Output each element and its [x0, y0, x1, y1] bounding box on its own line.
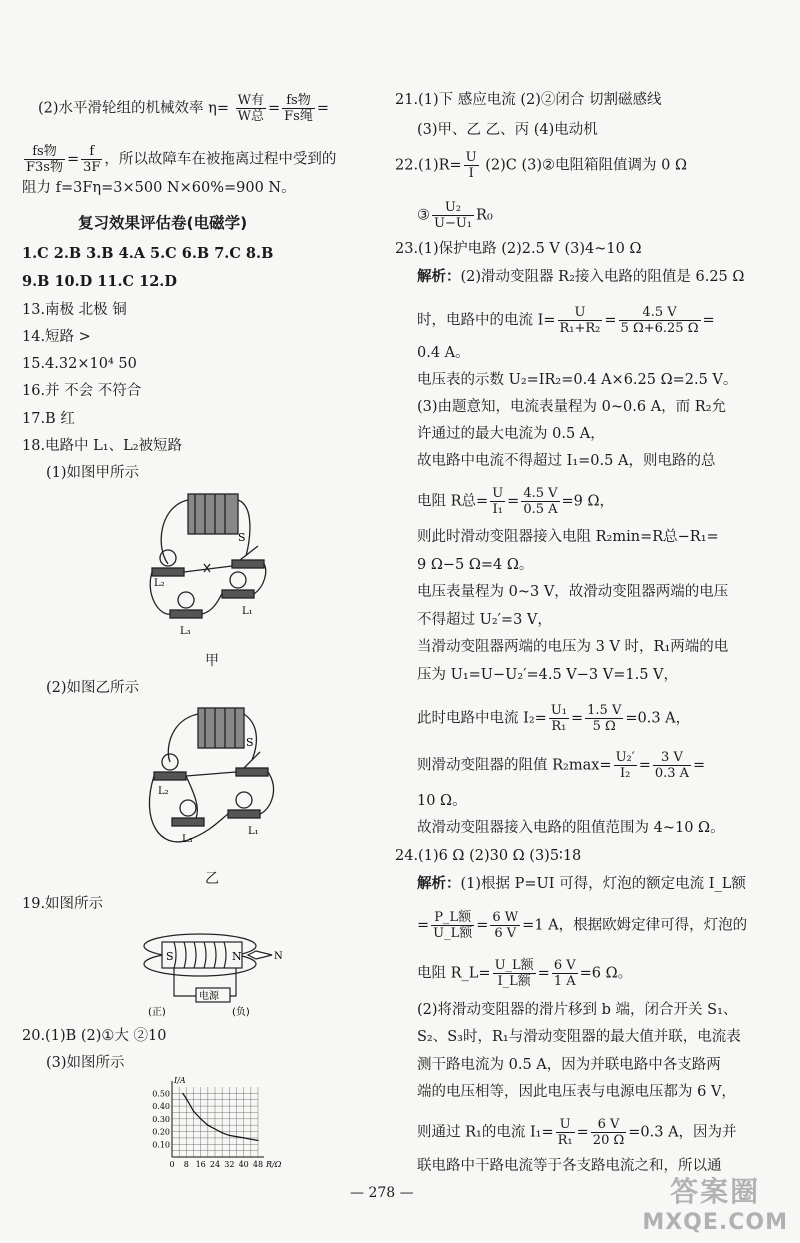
figure-caption: 甲: [205, 653, 219, 669]
svg-text:L₂: L₂: [158, 786, 169, 797]
answer-line: 解析：(2)滑动变阻器 R₂接入电路的阻值是 6.25 Ω: [417, 268, 745, 285]
data-point: [229, 1135, 230, 1136]
answer-line: 10 Ω。: [417, 793, 467, 809]
answer-line: 不得超过 U₂′=3 V，: [417, 612, 552, 628]
fraction: $\frac{4.5 V}{5 \Omega+6.25 \Omega}$: [620, 305, 699, 336]
answer-line: (2)将滑动变阻器的滑片移到 b 端，闭合开关 S₁、: [417, 1002, 738, 1018]
section-title: 复习效果评估卷(电磁学): [78, 214, 248, 232]
answer-line: 联电路中干路电流等于各支路电流之和，所以通: [417, 1158, 722, 1174]
watermark: [642, 1170, 788, 1235]
answer-line: 许通过的最大电流为 0.5 A，: [417, 426, 605, 442]
answer-line: 23.(1)保护电路 (2)2.5 V (3)4~10 Ω: [395, 241, 642, 257]
svg-text:L₁: L₁: [242, 606, 253, 617]
answer-line: 22.(1)R= $\frac{U}{I}$ (2)C (3)②电阻箱阻值调为 0 Ω: [395, 150, 687, 181]
answer-line: 解析：(1)根据 P=UI 可得，灯泡的额定电流 I_L额: [417, 875, 746, 892]
fraction: $\frac{6 W}{6 V}$: [492, 910, 519, 941]
data-point: [214, 1128, 215, 1129]
svg-text:L₃: L₃: [182, 834, 193, 845]
answer-line: 测干路电流为 0.5 A，因为并联电路中各支路两: [417, 1057, 721, 1073]
answer-line: 此时电路中电流 I₂= $\frac{\text{U₁}}{\text{R₁}}$ = $\frac{1.5 V}{5 \Omega}$ =0.3 A，: [417, 703, 691, 734]
y-tick-label: 0.40: [152, 1102, 170, 1112]
answer-line: 9.B 10.D 11.C 12.D: [22, 273, 177, 290]
fraction: $\frac{\text{W有}}{\text{W总}}$: [237, 93, 264, 124]
x-tick-label: 48: [252, 1160, 264, 1169]
lamp-base: [152, 568, 184, 576]
x-tick-label: 8: [183, 1160, 189, 1169]
answer-line: $\frac{\text{fs物}}{\text{F3s物}}$ = $\frac{f}{3F}$ ，所以故障车在被拖离过程中受到的: [26, 144, 337, 175]
data-point: [236, 1136, 237, 1137]
svg-text:L₂: L₂: [154, 578, 165, 589]
page-number: — 278 —: [350, 1185, 414, 1201]
y-tick-label: 0.50: [152, 1089, 170, 1099]
fraction: $\frac{6 V}{1 A}$: [553, 958, 576, 989]
fraction: $\frac{1.5 V}{5 \Omega}$: [587, 703, 622, 734]
answer-line: 压为 U₁=U−U₂′=4.5 V−3 V=1.5 V，: [417, 667, 679, 683]
fraction: $\frac{\text{U₁}}{\text{R₁}}$: [550, 703, 567, 734]
svg-text:N: N: [232, 950, 242, 963]
fraction: $\frac{\text{fs物}}{\text{F3s物}}$: [26, 144, 63, 175]
answer-line: 故电路中电流不得超过 I₁=0.5 A，则电路的总: [417, 453, 716, 469]
fraction: $\frac{U}{I}$: [465, 150, 477, 181]
fraction: $\frac{6 V}{20 \Omega}$: [592, 1117, 625, 1148]
y-tick-label: 0.20: [152, 1127, 170, 1137]
fraction: $\frac{\text{P\_L额}}{\text{U\_L额}}$: [433, 910, 473, 941]
svg-text:L₁: L₁: [248, 826, 259, 837]
answer-line: 时，电路中的电流 I= $\frac{U}{\text{R₁+R₂}}$ = $\frac{4.5 V}{5 \Omega+6.25 \Omega}$ =: [417, 305, 715, 336]
fraction: $\frac{U}{\text{R₁}}$: [557, 1117, 573, 1148]
svg-text:N: N: [274, 951, 283, 962]
answer-line: (3)甲、乙 乙、丙 (4)电动机: [417, 122, 598, 138]
answer-line: (3)如图所示: [46, 1055, 125, 1071]
electromagnet-figure: [140, 918, 290, 1018]
answer-line: 电阻 R_L= $\frac{\text{U\_L额}}{\text{I\_L额}}$ = $\frac{6 V}{1 A}$ =6 Ω。: [417, 958, 633, 989]
answer-line: 端的电压相等，因此电压表与电源电压都为 6 V，: [417, 1084, 736, 1100]
svg-text:(负): (负): [232, 1007, 250, 1018]
fraction: $\frac{\text{fs物}}{\text{Fs绳}}$: [284, 93, 313, 124]
svg-text:S: S: [166, 950, 174, 963]
answer-line: 20.(1)B (2)①大 ②10: [22, 1028, 167, 1044]
data-curve: [183, 1093, 258, 1140]
switch-icon: [240, 546, 258, 560]
answer-line: 阻力 f=3Fη=3×500 N×60%=900 N。: [22, 180, 296, 196]
answer-line: 13.南极 北极 铜: [22, 302, 127, 318]
lamp-l3-icon: [180, 800, 196, 816]
data-point: [243, 1137, 244, 1138]
compass-needle-icon: [248, 951, 272, 959]
switch-icon: [244, 752, 260, 768]
data-point: [222, 1132, 223, 1133]
answer-line: 则此时滑动变阻器接入电阻 R₂min=R总−R₁=: [417, 529, 719, 545]
answer-line: 14.短路 >: [22, 329, 91, 345]
y-axis-label: I/A: [174, 1076, 186, 1085]
answer-line: (2)水平滑轮组的机械效率 η= $\frac{\text{W有}}{\text{W总}}$ = $\frac{\text{fs物}}{\text{Fs绳}}$ =: [38, 93, 329, 124]
answer-line: 24.(1)6 Ω (2)30 Ω (3)5∶18: [395, 848, 582, 864]
data-point: [193, 1111, 194, 1112]
svg-text:(正): (正): [148, 1007, 166, 1018]
lamp-l1-icon: [236, 792, 252, 808]
x-tick-label: 40: [238, 1160, 249, 1169]
data-point: [257, 1140, 258, 1141]
svg-text:电源: 电源: [199, 991, 219, 1002]
answer-line: = $\frac{\text{P\_L额}}{\text{U\_L额}}$ = $\frac{6 W}{6 V}$ =1 A，根据欧姆定律可得，灯泡的: [417, 910, 748, 941]
fraction: $\frac{\text{U₂′}}{\text{I₂}}$: [615, 750, 635, 781]
answer-line: 故滑动变阻器接入电路的阻值范围为 4~10 Ω。: [417, 820, 725, 836]
answer-line: 21.(1)下 感应电流 (2)②闭合 切割磁感线: [395, 92, 662, 108]
fraction: $\frac{\text{U₂}}{\text{U−U₁}}$: [434, 200, 473, 231]
x-axis-label: R/Ω: [266, 1160, 282, 1169]
svg-text:S: S: [246, 736, 254, 749]
answer-line: 17.B 红: [22, 411, 75, 427]
answer-line: 19.如图所示: [22, 896, 104, 912]
answer-line: (3)由题意知，电流表量程为 0~0.6 A，而 R₂允: [417, 399, 727, 415]
data-point: [186, 1098, 187, 1099]
switch-base: [232, 560, 264, 568]
x-tick-label: 0: [169, 1160, 175, 1169]
fraction: $\frac{U}{\text{R₁+R₂}}$: [559, 305, 601, 336]
fraction: $\frac{U}{\text{I₁}}$: [492, 486, 504, 517]
data-point: [207, 1125, 208, 1126]
answer-line: 则滑动变阻器的阻值 R₂max= $\frac{\text{U₂′}}{\text{I₂}}$ = $\frac{3 V}{0.3 A}$ =: [417, 750, 706, 781]
y-tick-label: 0.30: [152, 1114, 170, 1124]
watermark-logo: 答案圈: [670, 1175, 761, 1208]
answer-line: 当滑动变阻器两端的电压为 3 V 时，R₁两端的电: [417, 639, 729, 655]
answer-line: 电压表量程为 0~3 V，故滑动变阻器两端的电压: [417, 584, 729, 600]
answer-line: 16.并 不会 不符合: [22, 383, 142, 399]
x-tick-label: 24: [209, 1160, 221, 1169]
data-point: [182, 1093, 183, 1094]
answer-line: 9 Ω−5 Ω=4 Ω。: [417, 557, 534, 573]
answer-line: 电阻 R总= $\frac{U}{\text{I₁}}$ = $\frac{4.5 V}{0.5 A}$ =9 Ω，: [417, 486, 615, 517]
fraction: $\frac{4.5 V}{0.5 A}$: [523, 486, 558, 517]
answer-line: S₂、S₃时，R₁与滑动变阻器的最大值并联，电流表: [417, 1029, 741, 1045]
figure-caption: 乙: [205, 871, 219, 887]
data-point: [200, 1118, 201, 1119]
watermark-url: MXQE.COM: [642, 1210, 788, 1235]
current-resistance-chart: [140, 1075, 290, 1175]
answer-line: 则通过 R₁的电流 I₁= $\frac{U}{\text{R₁}}$ = $\frac{6 V}{20 \Omega}$ =0.3 A，因为并: [417, 1117, 737, 1148]
answer-line: 15.4.32×10⁴ 50: [22, 356, 137, 372]
fraction: $\frac{f}{3F}$: [83, 144, 101, 175]
circuit-figure-jia: [140, 486, 290, 646]
answer-line: (1)如图甲所示: [46, 465, 140, 481]
coil-core: [162, 942, 242, 968]
data-point: [250, 1139, 251, 1140]
answer-line: 0.4 A。: [417, 345, 470, 361]
answer-line: 18.电路中 L₁、L₂被短路: [22, 438, 183, 454]
lamp-l1-icon: [230, 572, 246, 588]
fraction: $\frac{3 V}{0.3 A}$: [654, 750, 690, 781]
x-tick-label: 16: [195, 1160, 206, 1169]
lamp-l3-icon: [178, 592, 194, 608]
circuit-figure-yi: [140, 700, 290, 860]
svg-text:L₃: L₃: [180, 626, 191, 637]
answer-line: 电压表的示数 U₂=IR₂=0.4 A×6.25 Ω=2.5 V。: [417, 372, 738, 388]
fraction: $\frac{\text{U\_L额}}{\text{I\_L额}}$: [494, 958, 534, 989]
svg-text:S: S: [238, 531, 246, 544]
answer-line: (2)如图乙所示: [46, 680, 140, 696]
answer-line: 1.C 2.B 3.B 4.A 5.C 6.B 7.C 8.B: [22, 245, 274, 262]
y-tick-label: 0.10: [152, 1140, 170, 1150]
answer-line: ③ $\frac{\text{U₂}}{\text{U−U₁}}$ R₀: [417, 200, 493, 231]
x-tick-label: 32: [224, 1160, 235, 1169]
